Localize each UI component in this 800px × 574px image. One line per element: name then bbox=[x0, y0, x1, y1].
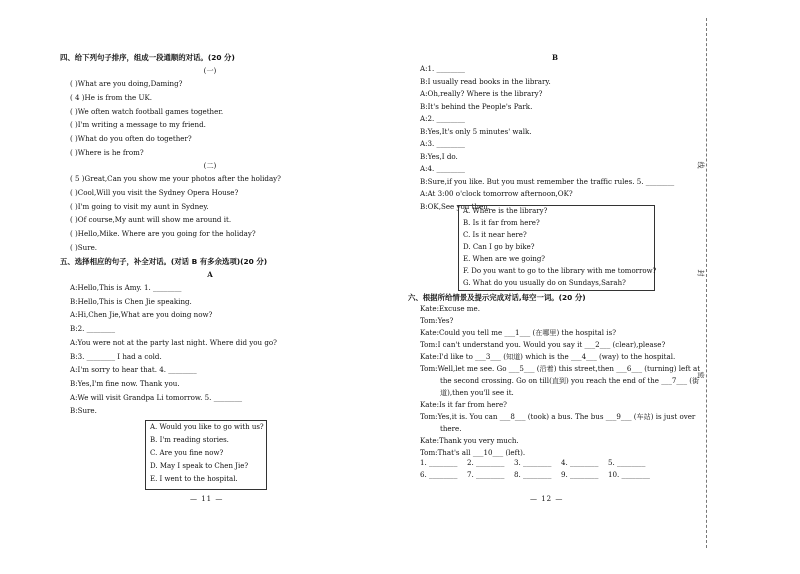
dialog-line: A:2. ________ bbox=[420, 114, 465, 123]
binding-seam bbox=[706, 18, 707, 548]
option-item: A. Where is the library? bbox=[463, 207, 548, 215]
answer-blank[interactable]: 5. ________ bbox=[608, 458, 646, 467]
list-item: ( )Hello,Mike. Where are you going for the holiday? bbox=[70, 229, 256, 238]
dialog-line: B:2. ________ bbox=[70, 324, 116, 333]
dialog-line: B:Sure,if you like. But you must remember the traffic rules. 5. ________ bbox=[420, 177, 675, 186]
dialog-b-label: B bbox=[552, 53, 558, 62]
dialog-line: B:I usually read books in the library. bbox=[420, 77, 551, 86]
option-item: B. I'm reading stories. bbox=[150, 436, 229, 444]
list-item: ( )Of course,My aunt will show me around it. bbox=[70, 215, 232, 224]
list-item: ( )I'm going to visit my aunt in Sydney. bbox=[70, 202, 209, 211]
group2-label: (二) bbox=[203, 161, 217, 170]
dialog-line: A:You were not at the party last night. Where did you go? bbox=[70, 338, 277, 347]
q6-title: 六、根据所给情景及提示完成对话,每空一词。(20 分) bbox=[408, 293, 586, 302]
dialog-line: the second crossing. Go on till(直到) you reach the end of the ___7___ (街 bbox=[440, 376, 700, 385]
list-item: ( 4 )He is from the UK. bbox=[70, 93, 153, 102]
dialog-line: 道),then you'll see it. bbox=[440, 388, 514, 397]
dialog-line: Tom:Well,let me see. Go ___5___ (沿着) this street,then ___6___ (turning) left at bbox=[420, 364, 701, 373]
option-item: E. I went to the hospital. bbox=[150, 475, 238, 483]
list-item: ( )What are you doing,Daming? bbox=[70, 79, 183, 88]
dialog-line: A:We will visit Grandpa Li tomorrow. 5. ________ bbox=[70, 393, 243, 402]
q5-title: 五、选择相应的句子，补全对话。(对话 B 有多余选项)(20 分) bbox=[60, 257, 268, 266]
group1-label: (一) bbox=[203, 66, 217, 75]
dialog-a-label: A bbox=[207, 270, 213, 279]
dialog-line: B:OK,See you then. bbox=[420, 202, 491, 211]
dialog-line: Tom:That's all ___10___ (left). bbox=[420, 448, 526, 457]
answer-blank[interactable]: 7. ________ bbox=[467, 470, 505, 479]
dialog-line: Tom:Yes,it is. You can ___8___ (took) a bus. The bus ___9___ (车站) is just over bbox=[420, 412, 696, 421]
dialog-line: A:I'm sorry to hear that. 4. ________ bbox=[70, 365, 197, 374]
dialog-line: A:At 3:00 o'clock tomorrow afternoon,OK? bbox=[420, 189, 573, 198]
dialog-line: B:Yes,I'm fine now. Thank you. bbox=[70, 379, 180, 388]
option-item: C. Is it near here? bbox=[463, 231, 527, 239]
list-item: ( )I'm writing a message to my friend. bbox=[70, 120, 206, 129]
q4-title: 四、给下列句子排序，组成一段通顺的对话。(20 分) bbox=[60, 53, 235, 62]
list-item: ( )Sure. bbox=[70, 243, 98, 252]
answer-blank[interactable]: 6. ________ bbox=[420, 470, 458, 479]
options-box-b bbox=[458, 205, 655, 291]
seam-label: 密 bbox=[696, 371, 705, 379]
dialog-line: A:4. ________ bbox=[420, 164, 465, 173]
dialog-line: Tom:Yes? bbox=[420, 316, 454, 325]
dialog-line: A:1. ________ bbox=[420, 64, 465, 73]
page-number-left: — 11 — bbox=[190, 495, 224, 503]
seam-label: 封 bbox=[696, 269, 705, 277]
list-item: ( )What do you often do together? bbox=[70, 134, 192, 143]
page-number-right: — 12 — bbox=[530, 495, 564, 503]
dialog-line: A:Oh,really? Where is the library? bbox=[420, 89, 543, 98]
option-item: B. Is it far from here? bbox=[463, 219, 540, 227]
dialog-line: A:Hello,This is Amy. 1. ________ bbox=[70, 283, 182, 292]
answer-blank[interactable]: 4. ________ bbox=[561, 458, 599, 467]
dialog-line: Kate:Thank you very much. bbox=[420, 436, 519, 445]
dialog-line: Kate:I'd like to ___3___ (知道) which is the ___4___ (way) to the hospital. bbox=[420, 352, 676, 361]
dialog-line: B:3. ________ I had a cold. bbox=[70, 352, 162, 361]
answer-blank[interactable]: 1. ________ bbox=[420, 458, 458, 467]
list-item: ( )Cool,Will you visit the Sydney Opera House? bbox=[70, 188, 239, 197]
dialog-line: Tom:I can't understand you. Would you say it ___2___ (clear),please? bbox=[420, 340, 666, 349]
dialog-line: A:Hi,Chen Jie,What are you doing now? bbox=[70, 310, 213, 319]
list-item: ( )Where is he from? bbox=[70, 148, 144, 157]
option-item: A. Would you like to go with us? bbox=[150, 423, 264, 431]
dialog-line: B:It's behind the People's Park. bbox=[420, 102, 533, 111]
answer-blank[interactable]: 3. ________ bbox=[514, 458, 552, 467]
dialog-line: A:3. ________ bbox=[420, 139, 465, 148]
dialog-line: Kate:Excuse me. bbox=[420, 304, 480, 313]
dialog-line: Kate:Is it far from here? bbox=[420, 400, 507, 409]
option-item: D. Can I go by bike? bbox=[463, 243, 535, 251]
answer-blank[interactable]: 8. ________ bbox=[514, 470, 552, 479]
option-item: G. What do you usually do on Sundays,Sarah? bbox=[463, 279, 626, 287]
seam-label: 线 bbox=[696, 161, 705, 169]
answer-blank[interactable]: 2. ________ bbox=[467, 458, 505, 467]
dialog-line: B:Yes,It's only 5 minutes' walk. bbox=[420, 127, 532, 136]
option-item: C. Are you fine now? bbox=[150, 449, 224, 457]
dialog-line: B:Sure. bbox=[70, 406, 97, 415]
dialog-line: Kate:Could you tell me ___1___ (在哪里) the hospital is? bbox=[420, 328, 617, 337]
dialog-line: B:Hello,This is Chen Jie speaking. bbox=[70, 297, 192, 306]
dialog-line: there. bbox=[440, 424, 462, 433]
option-item: E. When are we going? bbox=[463, 255, 546, 263]
list-item: ( )We often watch football games together. bbox=[70, 107, 224, 116]
option-item: D. May I speak to Chen Jie? bbox=[150, 462, 249, 470]
answer-blank[interactable]: 9. ________ bbox=[561, 470, 599, 479]
options-box-a bbox=[145, 420, 267, 490]
dialog-line: B:Yes,I do. bbox=[420, 152, 458, 161]
list-item: ( 5 )Great,Can you show me your photos after the holiday? bbox=[70, 174, 281, 183]
answer-blank[interactable]: 10. ________ bbox=[608, 470, 650, 479]
option-item: F. Do you want to go to the library with me tomorrow? bbox=[463, 267, 657, 275]
